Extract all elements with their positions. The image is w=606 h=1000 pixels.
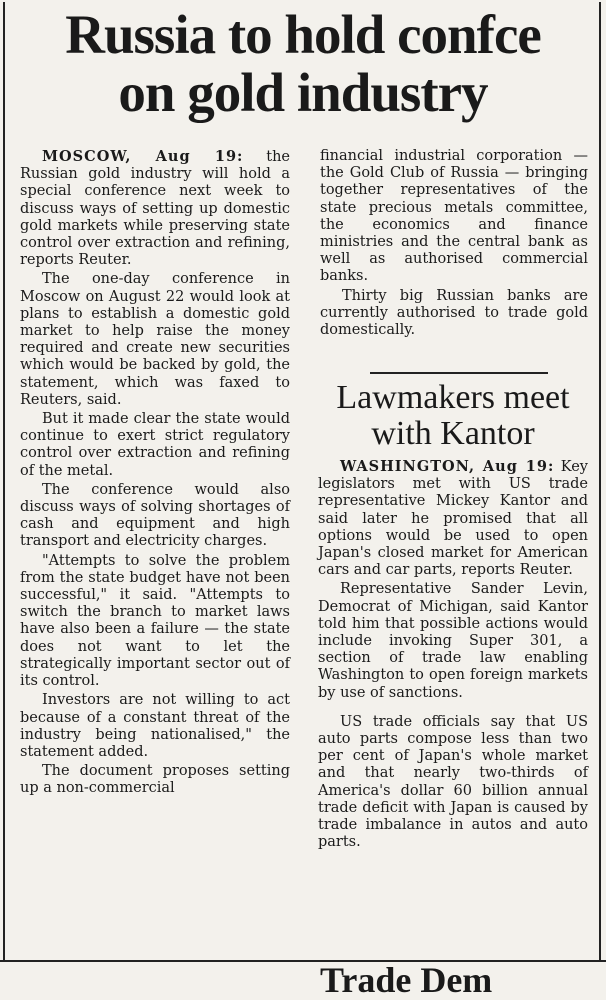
main-headline-line2: on gold industry (118, 62, 488, 123)
paragraph-text: the Russian gold industry will hold a special conference next week to discuss ways of setting up domestic gold markets while preserving state control over extraction and refining, reports Reuter. (20, 149, 290, 269)
story-paragraph: Thirty big Russian banks are currently authorised to trade gold domestically. (320, 287, 588, 339)
story-paragraph: But it made clear the state would continue to exert strict regulatory control over extraction and refining of the metal. (20, 411, 290, 479)
story-paragraph (20, 148, 290, 269)
dateline: MOSCOW, Aug 19: (42, 148, 244, 165)
story-paragraph: Representative Sander Levin, Democrat of Michigan, said Kantor told him that possible actions would include invoking Super 301, a section of trade law enabling Washington to open foreign markets by use of sanctions. (318, 581, 588, 701)
next-story-headline: Trade Dem (320, 960, 493, 1000)
story-paragraph: Investors are not willing to act because of a constant threat of the industry being nationalised," the statement added. (20, 692, 290, 760)
story-paragraph: "Attempts to solve the problem from the state budget have not been successful," it said. "Attempts to switch the branch to market laws have also been a failure — the state does not want to let the strategically important sector out of its control. (20, 552, 290, 690)
paragraph-text: Key legislators met with US trade representative Mickey Kantor and said later he promised that all options would be used to open Japan's closed market for American cars and car parts, reports Reuter. (318, 459, 588, 579)
story-paragraph: The conference would also discuss ways of solving shortages of cash and equipment and high transport and electricity charges. (20, 481, 290, 550)
main-headline-line1: Russia to hold confce (65, 4, 541, 65)
story-paragraph: The one-day conference in Moscow on August 22 would look at plans to establish a domestic gold market to help raise the money required and create new securities which would be backed by gold, the statement, which was faxed to Reuters, said. (20, 271, 290, 408)
dateline: WASHINGTON, Aug 19: (340, 458, 555, 475)
story-paragraph: US trade officials say that US auto parts compose less than two per cent of Japan's whole market and that nearly two-thirds of America's dollar 60 billion annual trade deficit with Japan is caused by trade imbalance in autos and auto parts. (318, 713, 588, 851)
main-headline (0, 6, 606, 122)
story-paragraph: financial industrial corporation — the Gold Club of Russia — bringing together representatives of the state precious metals committee, the economics and finance ministries and the central bank as well as authorised commercial banks. (320, 148, 588, 285)
second-headline-line1: Lawmakers meet (336, 379, 570, 416)
main-story-left-column (20, 148, 290, 798)
second-story-column (318, 458, 588, 851)
story-paragraph (318, 458, 588, 579)
story-paragraph: The document proposes setting up a non-commercial (20, 763, 290, 797)
story-divider (370, 372, 548, 374)
second-headline-line2: with Kantor (371, 415, 535, 452)
second-headline (316, 380, 590, 452)
main-story-right-column (320, 148, 588, 339)
